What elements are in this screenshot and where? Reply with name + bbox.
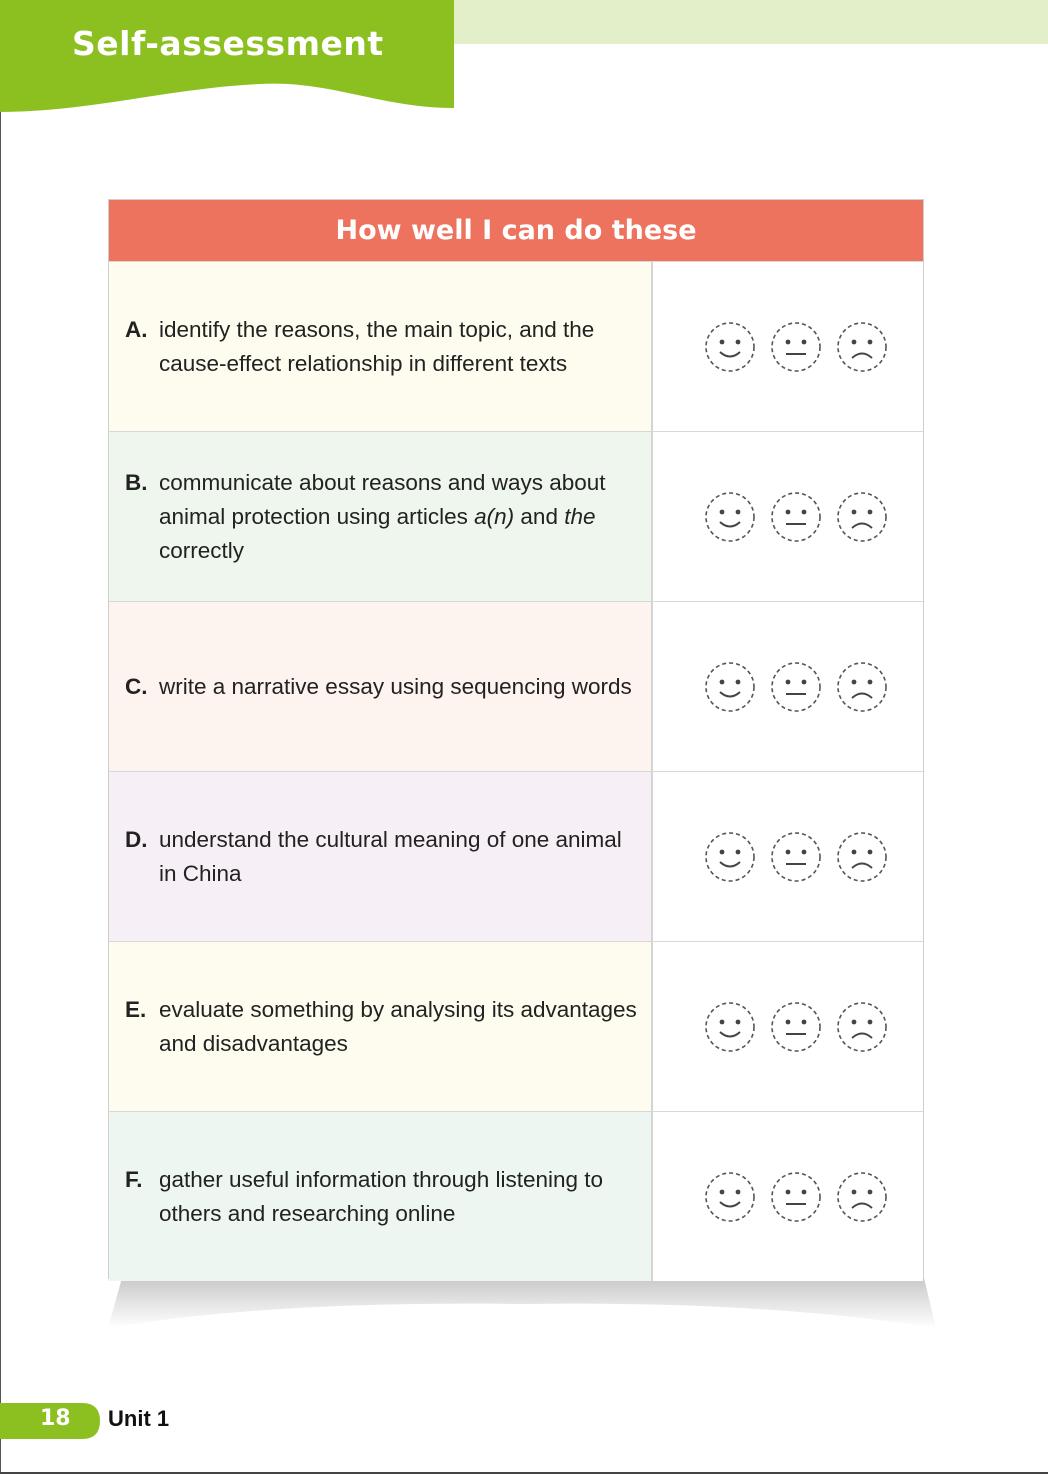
criteria-cell bbox=[109, 942, 653, 1111]
sad-face-icon[interactable] bbox=[836, 1001, 888, 1053]
rating-cell bbox=[653, 942, 923, 1111]
item-text: evaluate something by analysing its advantages and disadvantages bbox=[159, 996, 637, 1056]
page-number: 18 bbox=[40, 1406, 71, 1431]
neutral-face-icon[interactable] bbox=[770, 1171, 822, 1223]
smile-face-icon[interactable] bbox=[704, 491, 756, 543]
table-row bbox=[109, 431, 923, 601]
sad-face-icon[interactable] bbox=[836, 661, 888, 713]
criteria-cell bbox=[109, 602, 653, 771]
self-assessment-table bbox=[108, 199, 924, 1279]
neutral-face-icon[interactable] bbox=[770, 1001, 822, 1053]
rating-cell bbox=[653, 772, 923, 941]
page-border bbox=[0, 0, 1, 1474]
criteria-item bbox=[125, 670, 639, 704]
criteria-cell bbox=[109, 772, 653, 941]
neutral-face-icon[interactable] bbox=[770, 321, 822, 373]
rating-cell bbox=[653, 1112, 923, 1281]
item-letter: E. bbox=[125, 996, 147, 1022]
header-strip bbox=[452, 0, 1048, 44]
table-row bbox=[109, 261, 923, 431]
item-text: write a narrative essay using sequencing words bbox=[159, 673, 632, 699]
item-text: identify the reasons, the main topic, and the cause-effect relationship in different texts bbox=[159, 316, 595, 376]
table-heading: How well I can do these bbox=[109, 200, 923, 261]
item-letter: A. bbox=[125, 316, 148, 342]
rating-cell bbox=[653, 432, 923, 601]
rating-cell bbox=[653, 602, 923, 771]
criteria-cell bbox=[109, 432, 653, 601]
criteria-item bbox=[125, 823, 639, 891]
smile-face-icon[interactable] bbox=[704, 1001, 756, 1053]
item-text: understand the cultural meaning of one animal in China bbox=[159, 826, 622, 886]
sad-face-icon[interactable] bbox=[836, 491, 888, 543]
criteria-item bbox=[125, 466, 639, 568]
criteria-item bbox=[125, 313, 639, 381]
table-shadow bbox=[108, 1278, 936, 1330]
table-row bbox=[109, 601, 923, 771]
item-letter: D. bbox=[125, 826, 148, 852]
criteria-cell bbox=[109, 262, 653, 431]
unit-label: Unit 1 bbox=[108, 1406, 170, 1431]
sad-face-icon[interactable] bbox=[836, 321, 888, 373]
table-row bbox=[109, 771, 923, 941]
smile-face-icon[interactable] bbox=[704, 831, 756, 883]
criteria-cell bbox=[109, 1112, 653, 1281]
item-text-italic: the bbox=[564, 503, 596, 529]
smile-face-icon[interactable] bbox=[704, 321, 756, 373]
criteria-item bbox=[125, 1163, 639, 1231]
item-text-part: and bbox=[514, 503, 565, 529]
criteria-item bbox=[125, 993, 639, 1061]
item-letter: F. bbox=[125, 1166, 143, 1192]
item-letter: C. bbox=[125, 673, 148, 699]
item-text-italic: a(n) bbox=[474, 503, 515, 529]
smile-face-icon[interactable] bbox=[704, 661, 756, 713]
item-text: gather useful information through listening to others and researching online bbox=[159, 1166, 604, 1226]
item-text-part: communicate about reasons and ways about animal protection using articles bbox=[159, 469, 606, 529]
rating-cell bbox=[653, 262, 923, 431]
item-text-part: correctly bbox=[159, 537, 245, 563]
table-row bbox=[109, 1111, 923, 1281]
sad-face-icon[interactable] bbox=[836, 831, 888, 883]
page-title: Self-assessment bbox=[72, 24, 384, 63]
smile-face-icon[interactable] bbox=[704, 1171, 756, 1223]
neutral-face-icon[interactable] bbox=[770, 661, 822, 713]
table-row bbox=[109, 941, 923, 1111]
item-text bbox=[159, 466, 639, 568]
neutral-face-icon[interactable] bbox=[770, 831, 822, 883]
sad-face-icon[interactable] bbox=[836, 1171, 888, 1223]
item-letter: B. bbox=[125, 469, 148, 495]
neutral-face-icon[interactable] bbox=[770, 491, 822, 543]
